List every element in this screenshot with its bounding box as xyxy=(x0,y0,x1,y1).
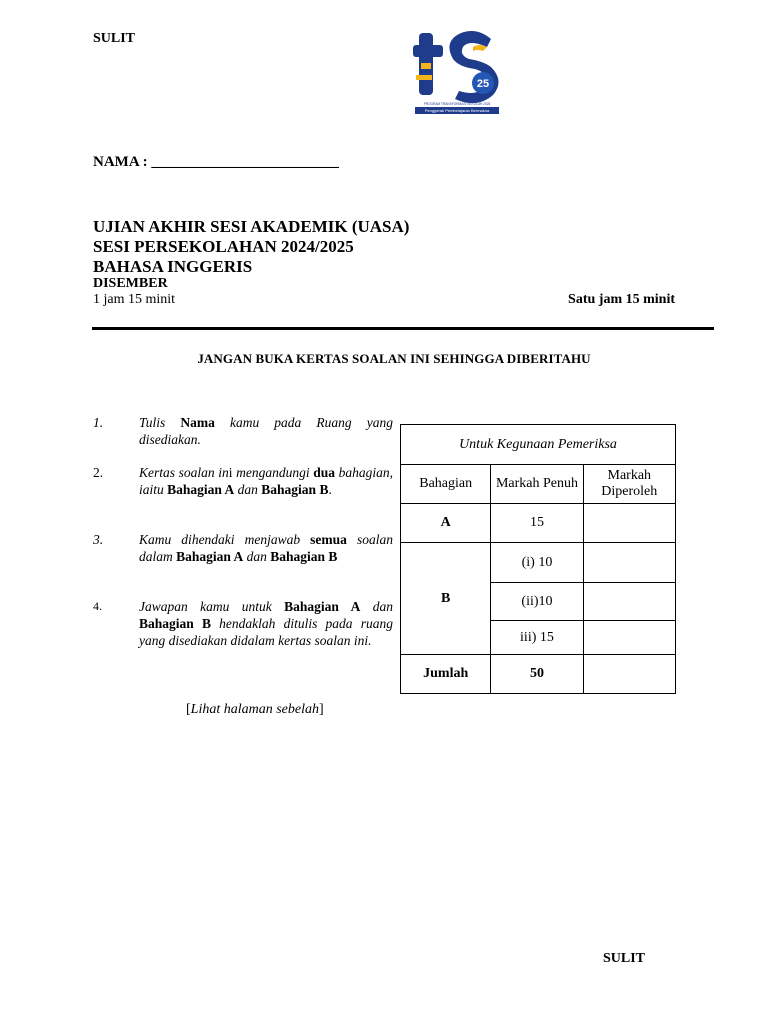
instruction-item xyxy=(93,414,393,448)
instruction-part: mengandungi xyxy=(232,465,314,480)
next-page-note xyxy=(186,702,324,718)
exam-duration: 1 jam 15 minit xyxy=(93,292,176,307)
instruction-text xyxy=(139,464,393,498)
header-obtained-marks: Markah Diperoleh xyxy=(583,465,675,504)
header-section: Bahagian xyxy=(401,465,491,504)
total-label: Jumlah xyxy=(401,655,491,694)
section-b-item-1: (i) 10 xyxy=(491,543,583,583)
instruction-bold: Bahagian B xyxy=(261,482,329,497)
instruction-bold: Bahagian A xyxy=(176,549,244,564)
section-b-obtained-1 xyxy=(583,543,675,583)
warning-notice: JANGAN BUKA KERTAS SOALAN INI SEHINGGA DIBERITAHU xyxy=(197,351,591,366)
instruction-part: i xyxy=(228,465,233,480)
instruction-text xyxy=(139,598,393,649)
instruction-bold: Bahagian B xyxy=(270,549,338,564)
instruction-part: Jawapan kamu untuk xyxy=(139,599,285,614)
table-total-row xyxy=(401,655,676,694)
section-b-obtained-2 xyxy=(583,583,675,621)
ts25-logo-graphic xyxy=(413,25,501,115)
section-a-label: A xyxy=(401,504,491,543)
examiner-marks-table xyxy=(400,424,676,694)
section-a-obtained xyxy=(583,504,675,543)
instruction-part: Kertas soalan in xyxy=(139,465,229,480)
instruction-bold: Bahagian A xyxy=(167,482,235,497)
header-full-marks: Markah Penuh xyxy=(491,465,583,504)
instruction-part: bahagian, iaitu xyxy=(139,465,393,497)
ts25-logo xyxy=(413,25,501,115)
section-b-item-3: iii) 15 xyxy=(491,621,583,655)
instruction-bold: Bahagian A xyxy=(284,599,361,614)
svg-text:Penggerak Pembelajaran Bermakn: Penggerak Pembelajaran Bermakna xyxy=(424,108,490,113)
exam-duration-words: Satu jam 15 minit xyxy=(568,292,675,307)
instruction-part: dan xyxy=(360,599,394,614)
divider-line xyxy=(92,327,714,330)
total-obtained xyxy=(583,655,675,694)
svg-text:25: 25 xyxy=(476,78,490,90)
bracket-close: ] xyxy=(319,702,324,717)
instruction-part: Tulis xyxy=(139,415,181,430)
exam-title: UJIAN AKHIR SESI AKADEMIK (UASA) xyxy=(93,217,410,236)
table-row xyxy=(401,504,676,543)
instruction-number: 1. xyxy=(93,415,104,430)
instruction-bold: Bahagian B xyxy=(139,616,211,631)
instruction-part: dan xyxy=(234,482,262,497)
section-b-obtained-3 xyxy=(583,621,675,655)
bracket-open: [ xyxy=(186,702,191,717)
table-caption: Untuk Kegunaan Pemeriksa xyxy=(401,425,676,465)
section-b-item-2: (ii)10 xyxy=(491,583,583,621)
table-row xyxy=(401,543,676,583)
subject-title: BAHASA INGGERIS xyxy=(93,257,253,276)
instruction-item xyxy=(93,598,393,649)
instruction-number: 2. xyxy=(93,465,104,480)
instruction-number: 4. xyxy=(93,599,102,613)
svg-text:PROGRAM TRANSFORMASI SEKOLAH 2: PROGRAM TRANSFORMASI SEKOLAH 2025 xyxy=(423,102,491,106)
instruction-bold: Nama xyxy=(180,415,215,430)
instruction-part: kamu pada Ruang yang disediakan. xyxy=(139,415,393,447)
name-field: NAMA : _________________________ xyxy=(93,154,339,170)
instruction-number: 3. xyxy=(93,532,104,547)
instruction-item xyxy=(93,531,393,565)
section-b-label: B xyxy=(401,543,491,655)
instruction-part: Kamu dihendaki menjawab xyxy=(139,532,311,547)
exam-month: DISEMBER xyxy=(93,276,168,291)
sulit-footer: SULIT xyxy=(603,951,646,966)
instruction-part: hendaklah ditulis pada ruang yang disediakan didalam kertas soalan ini. xyxy=(139,616,394,648)
instruction-bold: semua xyxy=(310,532,347,547)
instruction-text xyxy=(139,531,393,565)
total-value: 50 xyxy=(491,655,583,694)
sulit-header: SULIT xyxy=(93,31,136,46)
instruction-part: dan xyxy=(243,549,271,564)
instruction-part: soalan dalam xyxy=(139,532,393,564)
next-page-text: Lihat halaman sebelah xyxy=(190,702,320,717)
table-header-row xyxy=(401,465,676,504)
instruction-text xyxy=(139,414,393,448)
instruction-item xyxy=(93,464,393,498)
instruction-part: . xyxy=(328,482,332,497)
instruction-bold: dua xyxy=(313,465,335,480)
table-caption-row xyxy=(401,425,676,465)
session-title: SESI PERSEKOLAHAN 2024/2025 xyxy=(93,237,354,256)
section-a-full: 15 xyxy=(491,504,583,543)
